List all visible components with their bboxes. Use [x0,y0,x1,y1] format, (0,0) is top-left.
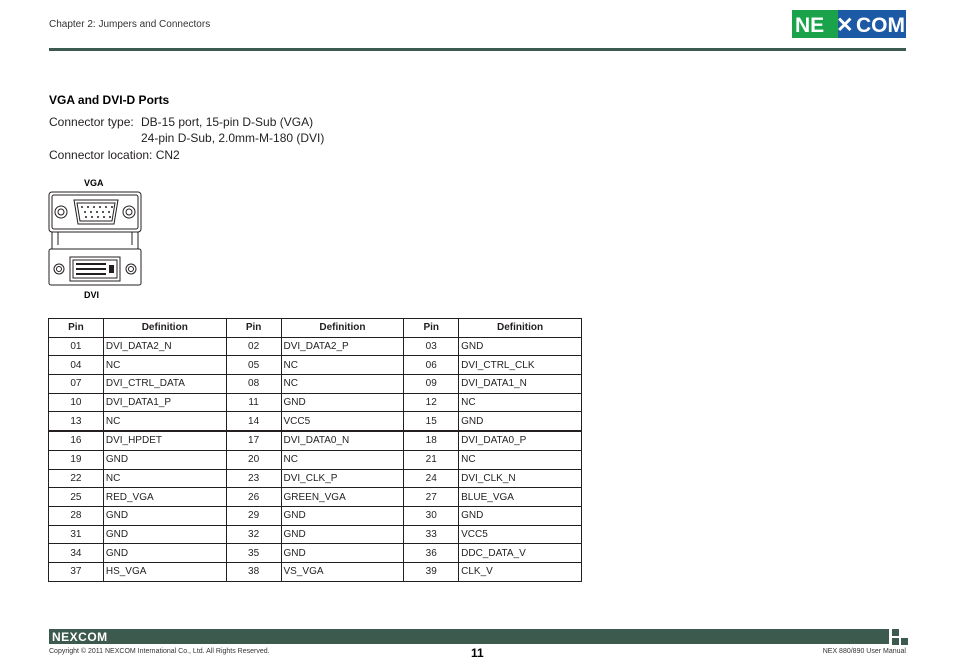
copyright-text: Copyright © 2011 NEXCOM International Co., Ltd. All Rights Reserved. [49,648,270,655]
pin-number-cell: 10 [49,393,104,412]
table-row [49,393,582,412]
pin-number-cell: 03 [404,337,459,356]
pin-number-cell: 12 [404,393,459,412]
pin-number-cell: 04 [49,356,104,375]
header-pin: Pin [404,319,459,338]
footer-bar [49,629,889,644]
pin-definition-cell: HS_VGA [103,562,226,581]
pin-number-cell: 23 [226,469,281,488]
pin-number-cell: 06 [404,356,459,375]
nexcom-logo [792,10,906,38]
pin-definition-cell: NC [281,375,404,394]
pin-definition-cell: GND [281,393,404,412]
pin-definition-cell: BLUE_VGA [459,488,582,507]
pin-number-cell: 37 [49,562,104,581]
manual-title: NEX 880/890 User Manual [822,648,906,655]
pin-definition-cell: NC [281,450,404,469]
pin-definition-cell: NC [459,450,582,469]
pin-definition-cell: GREEN_VGA [281,488,404,507]
pin-number-cell: 08 [226,375,281,394]
pin-definition-cell: GND [103,544,226,563]
pin-number-cell: 11 [226,393,281,412]
vga-dvi-connector-diagram [48,191,142,287]
pin-number-cell: 25 [49,488,104,507]
connector-type-line-1 [49,115,314,129]
pin-definition-cell: DVI_CLK_N [459,469,582,488]
footer-corner-square [892,638,899,645]
pin-definition-cell: DVI_DATA2_P [281,337,404,356]
pin-definition-cell: GND [281,525,404,544]
pin-number-cell: 26 [226,488,281,507]
pin-number-cell: 28 [49,506,104,525]
pin-number-cell: 34 [49,544,104,563]
header-definition: Definition [281,319,404,338]
pin-definition-cell: NC [281,356,404,375]
pin-definition-cell: DVI_DATA1_P [103,393,226,412]
table-row [49,469,582,488]
pin-number-cell: 15 [404,412,459,431]
pin-number-cell: 36 [404,544,459,563]
pin-definition-cell: GND [459,412,582,431]
pin-definition-cell: RED_VGA [103,488,226,507]
pin-number-cell: 32 [226,525,281,544]
table-row [49,544,582,563]
header-pin: Pin [226,319,281,338]
section-title: VGA and DVI-D Ports [49,93,170,107]
pin-definition-cell: GND [103,506,226,525]
pin-definition-cell: NC [459,393,582,412]
logo-text-right: COM [856,14,905,37]
pin-definition-cell: DDC_DATA_V [459,544,582,563]
table-row [49,431,582,450]
pin-definition-cell: DVI_DATA0_N [281,431,404,450]
pin-number-cell: 24 [404,469,459,488]
connector-type-value-1: DB-15 port, 15-pin D-Sub (VGA) [141,115,314,129]
pin-number-cell: 07 [49,375,104,394]
pin-definition-cell: DVI_DATA1_N [459,375,582,394]
pin-number-cell: 27 [404,488,459,507]
pin-definition-cell: GND [103,450,226,469]
pin-number-cell: 35 [226,544,281,563]
pin-number-cell: 02 [226,337,281,356]
logo-x: ✕ [836,14,854,37]
pin-number-cell: 39 [404,562,459,581]
header-rule [49,48,906,51]
table-row [49,450,582,469]
pin-number-cell: 33 [404,525,459,544]
pin-definition-cell: DVI_HPDET [103,431,226,450]
vga-label: VGA [84,178,104,188]
connector-type-label: Connector type: [49,115,134,129]
table-row [49,356,582,375]
pin-definition-cell: GND [103,525,226,544]
pin-number-cell: 16 [49,431,104,450]
table-header-row [49,319,582,338]
footer-corner-square [892,629,899,636]
chapter-header: Chapter 2: Jumpers and Connectors [49,19,211,30]
header-definition: Definition [103,319,226,338]
footer-corner-square [901,638,908,645]
pin-definition-cell: NC [103,412,226,431]
table-row [49,506,582,525]
pin-number-cell: 20 [226,450,281,469]
logo-text-left: NE [795,14,825,37]
pin-number-cell: 29 [226,506,281,525]
pin-definition-cell: GND [459,506,582,525]
connector-location: Connector location: CN2 [49,148,180,162]
pin-number-cell: 05 [226,356,281,375]
header-pin: Pin [49,319,104,338]
pin-definition-cell: DVI_CTRL_DATA [103,375,226,394]
pin-definition-cell: GND [281,544,404,563]
pin-number-cell: 18 [404,431,459,450]
pin-definition-cell: DVI_DATA0_P [459,431,582,450]
pin-number-cell: 21 [404,450,459,469]
pin-definition-cell: NC [103,469,226,488]
pin-number-cell: 14 [226,412,281,431]
connector-type-value-2: 24-pin D-Sub, 2.0mm-M-180 (DVI) [141,131,325,145]
pin-number-cell: 09 [404,375,459,394]
pin-definition-cell: DVI_CLK_P [281,469,404,488]
pin-definition-cell: VS_VGA [281,562,404,581]
table-row [49,412,582,431]
pin-number-cell: 19 [49,450,104,469]
pin-definition-cell: GND [281,506,404,525]
pin-definition-cell: VCC5 [281,412,404,431]
pin-number-cell: 22 [49,469,104,488]
table-row [49,562,582,581]
pin-definition-cell: VCC5 [459,525,582,544]
header-definition: Definition [459,319,582,338]
pin-definition-cell: DVI_DATA2_N [103,337,226,356]
table-row [49,488,582,507]
dvi-label: DVI [84,290,100,300]
pin-definition-table [48,318,582,582]
footer-logo: NEXCOM [52,630,108,644]
pin-definition-cell: DVI_CTRL_CLK [459,356,582,375]
pin-number-cell: 31 [49,525,104,544]
table-row [49,375,582,394]
pin-definition-cell: NC [103,356,226,375]
pin-number-cell: 30 [404,506,459,525]
pin-definition-cell: CLK_V [459,562,582,581]
pin-number-cell: 17 [226,431,281,450]
pin-number-cell: 38 [226,562,281,581]
table-row [49,525,582,544]
pin-number-cell: 13 [49,412,104,431]
pin-definition-cell: GND [459,337,582,356]
pin-number-cell: 01 [49,337,104,356]
page-number: 11 [471,646,484,660]
table-row [49,337,582,356]
